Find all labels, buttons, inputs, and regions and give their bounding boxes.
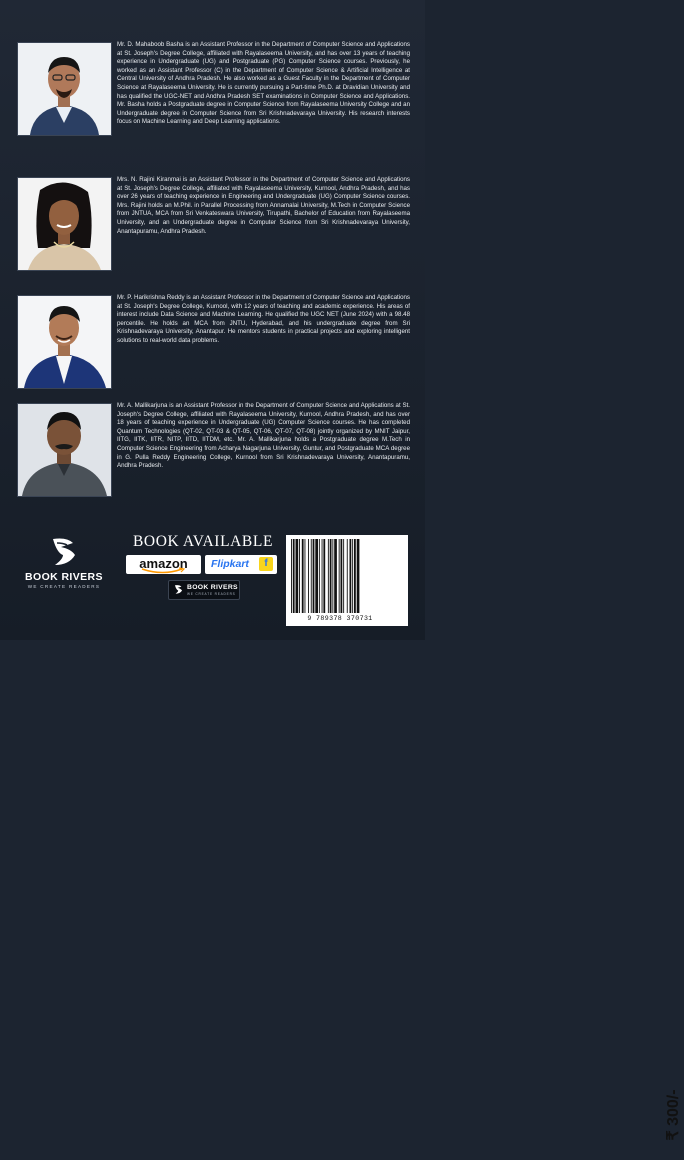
author-bio: Mr. A. Mallikarjuna is an Assistant Professor in the Department of Computer Science and Applications at St. Joseph's Degree College, affiliated with Rayalaseema University, Kurnool, Andhra Pradesh, and has over 18 years of teaching experience in Undergraduate (UG) Computer Science courses. He has completed Quantum Technologies (QT-02, QT-03 & QT-05, QT-06, QT-07, QT-08) jointly organized by MNIT Jaipur, IITG, IITK, IITR, NITP, IITD, IITDM, etc. Mr. A. Mallikarjuna holds a Postgraduate degree M.Tech in Computer Science Engineering from Acharya Nagarjuna University, Guntur, and Postgraduate MCA degree in G. Pulla Reddy Engineering College, Kurnool from Sri Krishnadevaraya University, Anantapuramu, Andhra Pradesh. <box>117 402 410 470</box>
barcode-bar <box>323 539 325 613</box>
small-logo-tagline: WE CREATE READERS <box>187 592 236 596</box>
isbn-barcode <box>289 539 389 613</box>
publisher-logo <box>18 535 110 589</box>
publisher-small-logo <box>168 580 240 600</box>
author-bio: Mr. D. Mahaboob Basha is an Assistant Professor in the Department of Computer Science and Applications at St. Joseph's Degree College, affiliated with Rayalaseema University, and has over 13 years of teaching experience in Undergraduate (UG) and Postgraduate (PG) Computer Science courses. Previously, he worked as an Assistant Professor (C) in the Department of Computer Science & Artificial Intelligence at Central University of Andhra Pradesh. He also worked as a Guest Faculty in the Department of Computer Science at Rayalaseema University. He is currently pursuing a Part-time Ph.D. at Dravidian University and has qualified the UGC-NET and Andhra Pradesh SET examinations in Computer Science and Applications. Mr. Basha holds a Postgraduate degree in Computer Science from Rayalaseema University College and an Undergraduate degree in Computer Science from Sri Krishnadevaraya University. His research interests focus on Machine Learning and Deep Learning applications. <box>117 41 410 126</box>
barcode-bar <box>334 539 337 613</box>
barcode-bar <box>311 539 312 613</box>
flipkart-label: Flipkart <box>211 558 249 570</box>
barcode-bar <box>322 539 323 613</box>
price-label: ₹ 300/- <box>665 1089 682 1141</box>
flipkart-store-badge[interactable] <box>205 555 277 574</box>
book-rivers-logo-icon <box>47 535 81 569</box>
author-photo <box>17 295 112 389</box>
barcode-bar <box>308 539 309 613</box>
small-logo-name: BOOK RIVERS <box>187 584 238 591</box>
isbn-number: 9 789378 370731 <box>307 615 373 622</box>
barcode-bar <box>293 539 295 613</box>
barcode-bar <box>339 539 340 613</box>
barcode-bar <box>343 539 344 613</box>
barcode-bar <box>357 539 360 613</box>
flipkart-bag-icon <box>259 557 273 571</box>
author-photo <box>17 42 112 136</box>
barcode-bar <box>332 539 333 613</box>
barcode-bar <box>347 539 348 613</box>
amazon-store-badge[interactable] <box>126 555 201 574</box>
publisher-name: BOOK RIVERS <box>25 571 103 583</box>
barcode-bar <box>319 539 320 613</box>
barcode-bar <box>328 539 329 613</box>
flipkart-bag-letter: f <box>264 558 268 569</box>
barcode-bar <box>354 539 356 613</box>
barcode-bar <box>352 539 353 613</box>
barcode-bar <box>330 539 332 613</box>
book-rivers-logo-icon <box>173 584 184 595</box>
barcode-bar <box>341 539 343 613</box>
book-available-heading: BOOK AVAILABLE <box>132 533 274 550</box>
barcode-bar <box>315 539 318 613</box>
barcode-bar <box>291 539 292 613</box>
amazon-label: amazon <box>139 556 188 571</box>
barcode-bar <box>350 539 352 613</box>
isbn-barcode-panel <box>286 535 682 1141</box>
barcode-bar <box>302 539 304 613</box>
author-bio: Mrs. N. Rajini Kiranmai is an Assistant Professor in the Department of Computer Science and Applications at St. Joseph's Degree College, affiliated with Rayalaseema University, Kurnool, Andhra Pradesh, and has over 26 years of teaching experience in Engineering and Undergraduate (UG) Computer Science courses. Mrs. Rajini holds an M.Phil. in Parallel Processing from Annamalai University, M.Tech in Computer Science from JNTUA, MCA from Sri Venkateswara University, Tirupathi, Bachelor of Education from Rayalaseema University, and an Undergraduate degree in Computer Science from Sri Krishnadevaraya University, Anantapuramu, Andhra Pradesh. <box>117 176 410 235</box>
barcode-bar <box>305 539 306 613</box>
barcode-bar <box>296 539 299 613</box>
amazon-smile-icon <box>140 568 186 574</box>
barcode-bar <box>313 539 315 613</box>
author-photo <box>17 177 112 271</box>
author-bio: Mr. P. Harikrishna Reddy is an Assistant Professor in the Department of Computer Science and Applications at St. Joseph's Degree College, Kurnool, with 12 years of teaching and academic experience. His areas of interest include Data Science and Machine Learning. He qualified the UGC NET (June 2024) with a 98.48 percentile. He holds an MCA from JNTU, Hyderabad, and his undergraduate degree from Sri Krishnadevaraya University, Anantapur. He mentors students in practical projects and exploring intelligent solutions to real-world data problems. <box>117 294 410 344</box>
barcode-bar <box>299 539 300 613</box>
publisher-tagline: WE CREATE READERS <box>27 584 101 589</box>
author-photo <box>17 403 112 497</box>
